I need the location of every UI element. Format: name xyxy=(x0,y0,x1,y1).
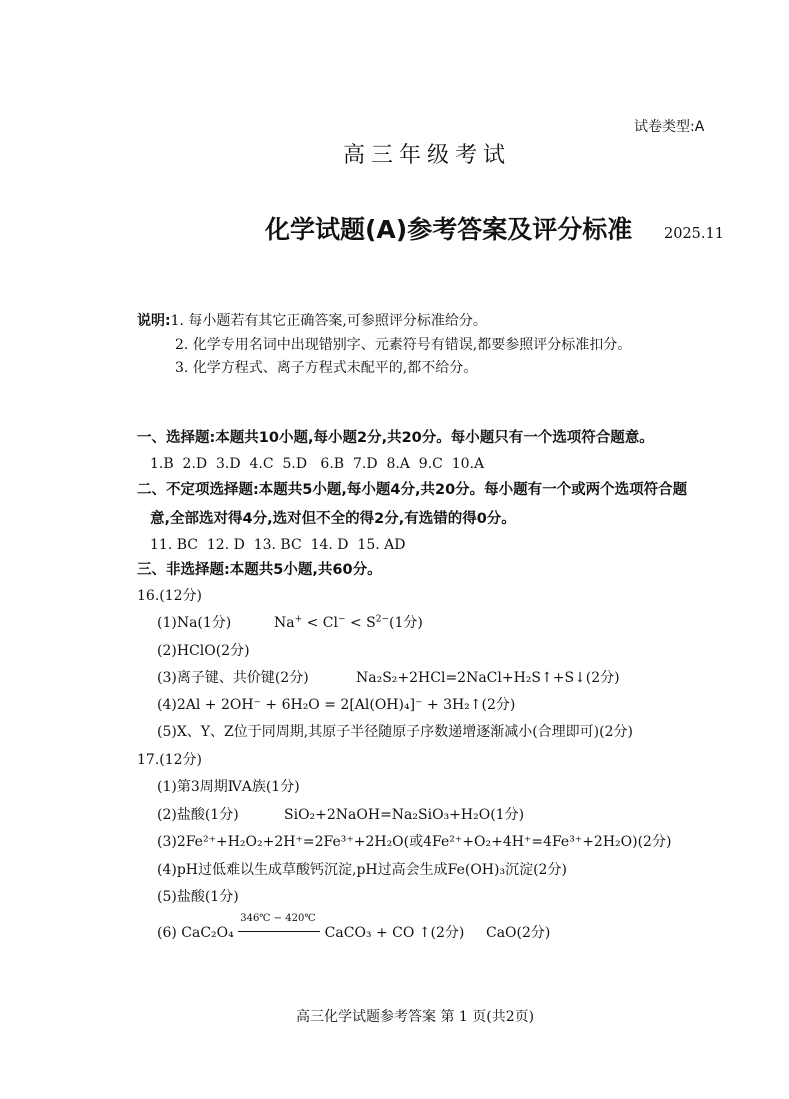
q17-answer-1: (1)第3周期ⅣA族(1分) xyxy=(157,779,300,795)
q16-answer-1-left: (1)Na(1分) xyxy=(157,615,232,631)
page-footer: 高三化学试题参考答案 第 1 页(共2页) xyxy=(296,1009,535,1025)
q17-answer-6-right: CaO(2分) xyxy=(486,925,551,941)
main-title: 化学试题(A)参考答案及评分标准 xyxy=(265,215,633,244)
note-1: 1. 每小题若有其它正确答案,可参照评分标准给分。 xyxy=(170,313,487,329)
q17-answer-5: (5)盐酸(1分) xyxy=(157,889,239,905)
q17-answer-2-left: (2)盐酸(1分) xyxy=(157,807,239,823)
condition-line xyxy=(238,931,320,932)
q16-answer-4: (4)2Al + 2OH⁻ + 6H₂O = 2[Al(OH)₄]⁻ + 3H₂↑(2分) xyxy=(157,697,516,713)
date: 2025.11 xyxy=(664,226,724,242)
note-2: 2. 化学专用名词中出现错别字、元素符号有错误,都要参照评分标准扣分。 xyxy=(175,337,632,353)
q17-answer-3: (3)2Fe²⁺+H₂O₂+2H⁺=2Fe³⁺+2H₂O(或4Fe²⁺+O₂+4H⁺=4Fe³⁺+2H₂O)(2分) xyxy=(157,834,672,850)
q16-answer-5: (5)X、Y、Z位于同周期,其原子半径随原子序数递增逐渐减小(合理即可)(2分) xyxy=(157,724,633,740)
q16-answer-3-right: Na₂S₂+2HCl=2NaCl+H₂S↑+S↓(2分) xyxy=(356,670,620,686)
q17-answer-6-products: CaCO₃ + CO ↑(2分) xyxy=(324,925,465,941)
q16-title: 16.(12分) xyxy=(137,588,203,604)
q17-answer-6 xyxy=(157,913,465,942)
q17-answer-4: (4)pH过低难以生成草酸钙沉淀,pH过高会生成Fe(OH)₃沉淀(2分) xyxy=(157,862,567,878)
paper-type: 试卷类型:A xyxy=(634,119,705,135)
reaction-condition: 346℃ − 420℃ xyxy=(238,925,320,941)
notes-prefix: 说明: xyxy=(137,313,171,329)
q16-answer-1-right: $Na^+ < Cl^- < S^{2-}(1$分) xyxy=(274,614,423,631)
section2-heading-line1: 二、不定项选择题:本题共5小题,每小题4分,共20分。每小题有一个或两个选项符合题 xyxy=(137,482,688,498)
exam-title: 高三年级考试 xyxy=(343,143,512,168)
q17-title: 17.(12分) xyxy=(137,752,203,768)
section2-answers: 11. BC 12. D 13. BC 14. D 15. AD xyxy=(150,537,406,553)
section2-heading-line2: 意,全部选对得4分,选对但不全的得2分,有选错的得0分。 xyxy=(150,511,516,527)
q17-answer-2-right: SiO₂+2NaOH=Na₂SiO₃+H₂O(1分) xyxy=(284,807,525,823)
note-3: 3. 化学方程式、离子方程式未配平的,都不给分。 xyxy=(175,360,478,376)
q17-answer-6-prefix: (6) CaC₂O₄ xyxy=(157,925,234,941)
q16-answer-2: (2)HClO(2分) xyxy=(157,643,250,659)
section1-heading: 一、选择题:本题共10小题,每小题2分,共20分。每小题只有一个选项符合题意。 xyxy=(137,430,654,446)
q16-answer-3-left: (3)离子键、共价键(2分) xyxy=(157,670,309,686)
section1-answers: 1.B 2.D 3.D 4.C 5.D 6.B 7.D 8.A 9.C 10.A xyxy=(150,456,485,472)
section3-heading: 三、非选择题:本题共5小题,共60分。 xyxy=(137,562,382,578)
